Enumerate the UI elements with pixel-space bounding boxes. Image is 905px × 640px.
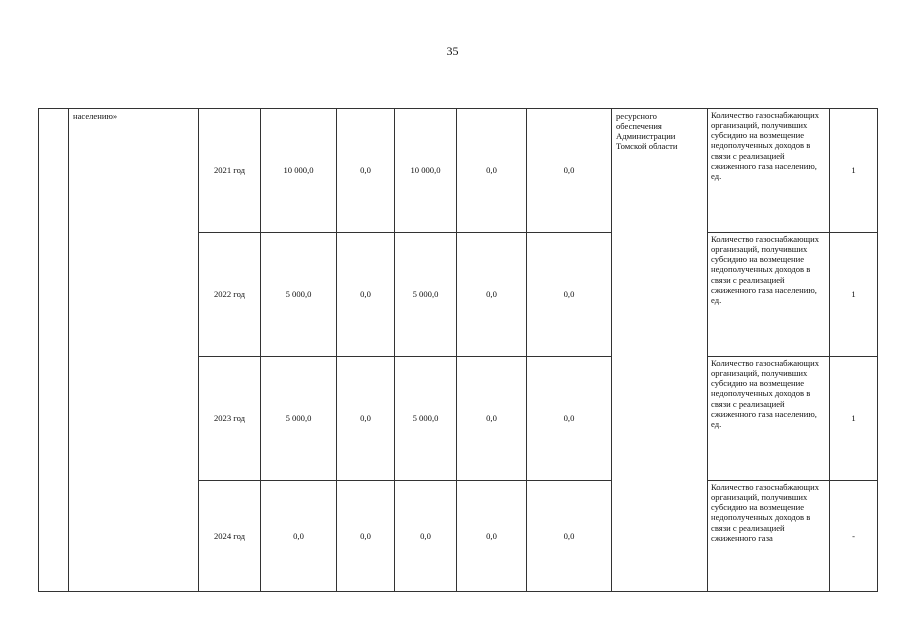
regional-cell: 10 000,0 <box>395 109 457 233</box>
indicator-cell <box>708 109 830 233</box>
regional-cell: 0,0 <box>395 481 457 592</box>
page-number: 35 <box>446 44 459 58</box>
local-cell: 0,0 <box>457 481 527 592</box>
regional-cell: 5 000,0 <box>395 357 457 481</box>
indicator-cell <box>708 233 830 357</box>
total-cell: 0,0 <box>261 481 337 592</box>
indicator-value-cell: 1 <box>830 109 878 233</box>
regional-cell: 5 000,0 <box>395 233 457 357</box>
indicator-cell <box>708 481 830 592</box>
other-cell: 0,0 <box>527 109 612 233</box>
total-cell: 5 000,0 <box>261 233 337 357</box>
federal-cell: 0,0 <box>337 109 395 233</box>
local-cell: 0,0 <box>457 357 527 481</box>
federal-cell: 0,0 <box>337 357 395 481</box>
year-cell: 2024 год <box>199 481 261 592</box>
table-row <box>39 109 878 233</box>
indicator-text: Количество газоснабжающих организаций, получивших субсидию на возмещение недополученных доходов в связи с реализацией сжиженного газа населению, ед. <box>711 358 820 429</box>
indicator-value-cell: - <box>830 481 878 592</box>
indicator-value-cell: 1 <box>830 233 878 357</box>
event-name-cell: населению» <box>69 109 199 592</box>
year-cell: 2021 год <box>199 109 261 233</box>
year-cell: 2023 год <box>199 357 261 481</box>
federal-cell: 0,0 <box>337 481 395 592</box>
number-cell <box>39 109 69 592</box>
other-cell: 0,0 <box>527 481 612 592</box>
total-cell: 5 000,0 <box>261 357 337 481</box>
indicator-text: Количество газоснабжающих организаций, получивших субсидию на возмещение недополученных доходов в связи с реализацией сжиженного газа населению, ед. <box>711 110 820 181</box>
year-cell: 2022 год <box>199 233 261 357</box>
program-table <box>38 108 878 592</box>
federal-cell: 0,0 <box>337 233 395 357</box>
other-cell: 0,0 <box>527 357 612 481</box>
indicator-text: Количество газоснабжающих организаций, получивших субсидию на возмещение недополученных доходов в связи с реализацией сжиженного газа <box>711 482 820 543</box>
total-cell: 10 000,0 <box>261 109 337 233</box>
local-cell: 0,0 <box>457 109 527 233</box>
other-cell: 0,0 <box>527 233 612 357</box>
executor-cell: ресурсного обеспечения Администрации Томской области <box>612 109 708 592</box>
indicator-cell <box>708 357 830 481</box>
indicator-value-cell: 1 <box>830 357 878 481</box>
local-cell: 0,0 <box>457 233 527 357</box>
indicator-text: Количество газоснабжающих организаций, получивших субсидию на возмещение недополученных доходов в связи с реализацией сжиженного газа населению, ед. <box>711 234 820 305</box>
